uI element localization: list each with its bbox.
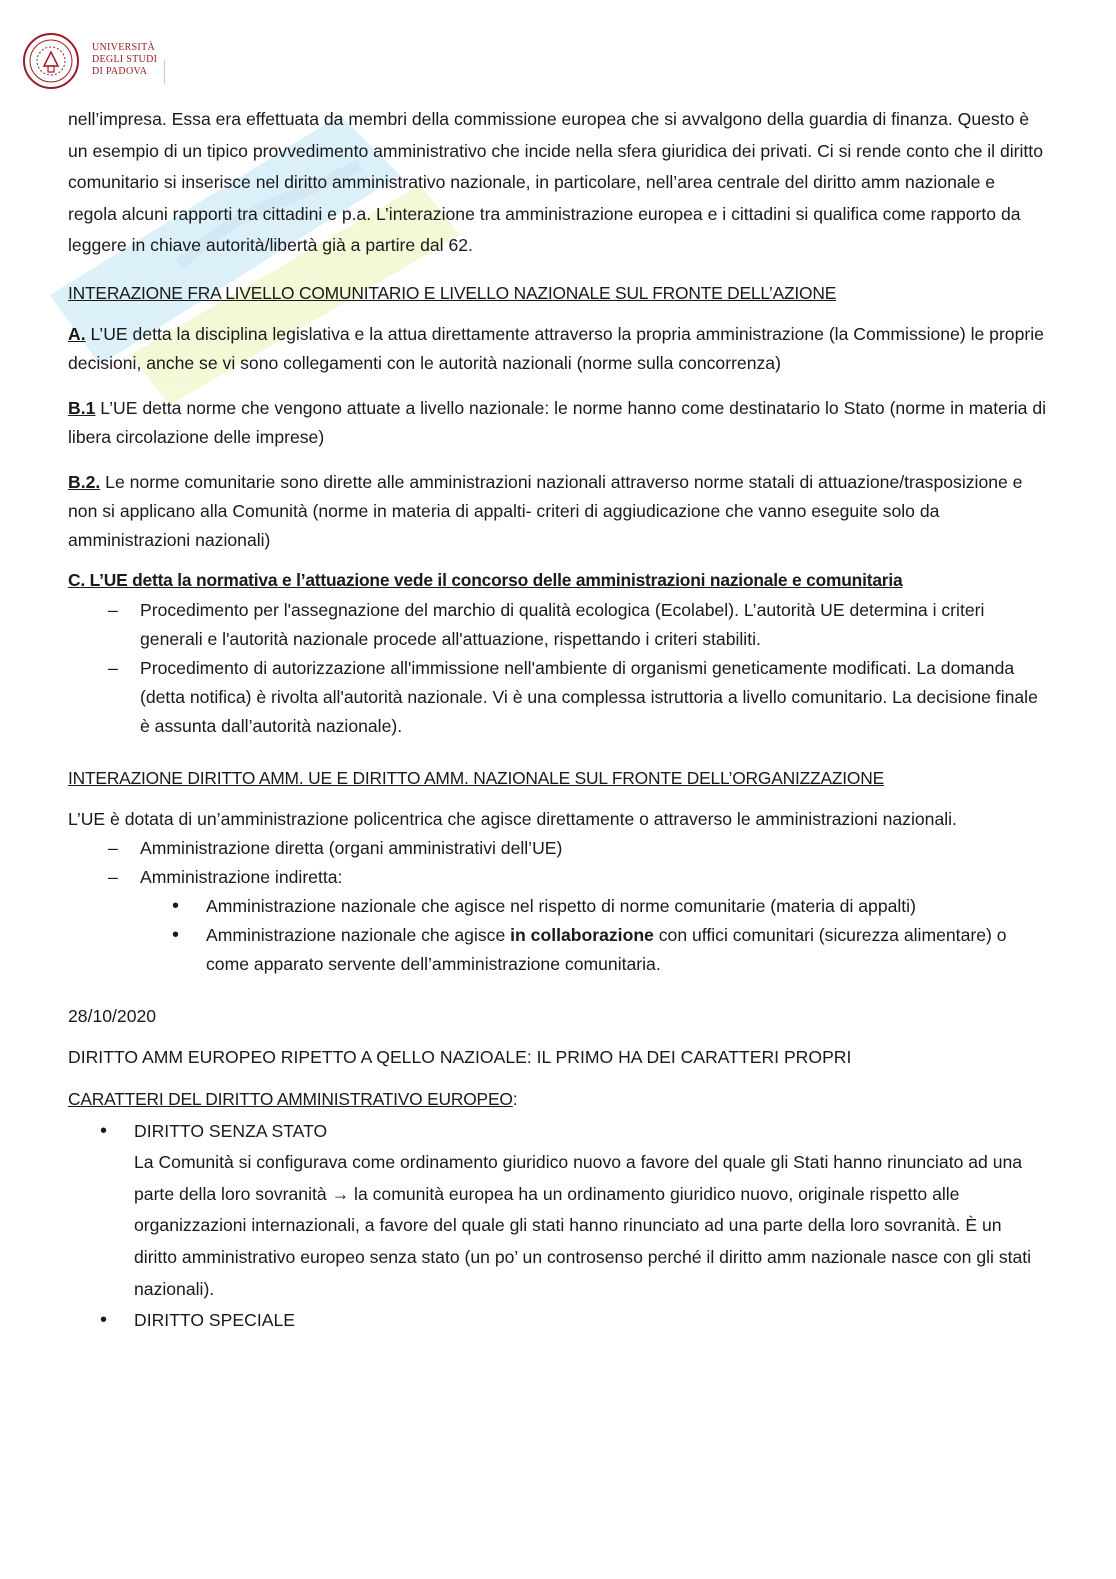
list-item [68,921,1048,979]
university-line-1: UNIVERSITÀ [92,42,155,53]
list-item: – Amministrazione diretta (organi amministrativi dell’UE) [68,834,1048,863]
list-item: • Amministrazione nazionale che agisce nel rispetto di norme comunitarie (materia di appalti) [68,892,1048,921]
intro-paragraph: nell’impresa. Essa era effettuata da membri della commissione europea che si avvalgono della guardia di finanza. Questo è un esempio di un tipico provvedimento amministrativo che incide nella sfera giuridica dei privati. Ci si rende conto che il diritto comunitario si inserisce nel diritto amministrativo nazionale, in particolare, nell’area centrale del diritto amm nazionale e regola alcuni rapporti tra cittadini e p.a. L’interazione tra amministrazione europea e i cittadini si qualifica come rapporto da leggere in chiave autorità/libertà già a partire dal 62. [68,109,1043,256]
header-divider [164,60,165,84]
label-a: A. [68,323,86,344]
section-heading-c: C. L’UE detta la normativa e l’attuazione vede il concorso delle amministrazioni nazionale e comunitaria [68,569,903,590]
arrow-icon: → [331,1183,350,1204]
label-b2: B.2. [68,471,101,492]
organization-list [68,834,1048,892]
caratteri-heading-line [68,1084,1048,1116]
sub2-post: con uffici comunitari (sicurezza alimentare) o come apparato servente dell’amministrazione comunitaria. [206,924,1007,974]
list-item [68,1116,1048,1306]
item-title: DIRITTO SENZA STATO [134,1120,328,1141]
paragraph-b1-text: L’UE detta norme che vengono attuate a livello nazionale: le norme hanno come destinatario lo Stato (norme in materia di libera circolazione delle imprese) [68,397,1047,447]
date-line: 28/10/2020 [68,1005,157,1026]
sub2-pre: Amministrazione nazionale che agisce [206,924,511,945]
university-name [92,42,157,78]
item-text-a: La Comunità si configurava come ordinamento giuridico nuovo a favore del quale gli Stati hanno rinunciato ad una parte della loro sovranità [134,1152,1023,1204]
paragraph-a [68,320,1048,378]
c-list [68,596,1048,741]
list-item: – Amministrazione indiretta: [68,863,1048,892]
document-body [68,104,1048,1337]
paragraph-a-text: L’UE detta la disciplina legislativa e la attua direttamente attraverso la propria amministrazione (la Commissione) le proprie decisioni, anche se vi sono collegamenti con le autorità nazionali (norme sulla concorrenza) [68,323,1044,373]
item-text-b: la comunità europea ha un ordinamento giuridico nuovo, originale rispetto alle organizzazioni internazionali, a favore del quale gli stati hanno rinunciato ad una parte della loro sovranità. È un diritto amministrativo europeo senza stato (un po’ un controsenso perché il diritto amm nazionale nasce con gli stati nazionali). [134,1183,1032,1299]
document-header [22,32,222,96]
university-seal-icon [22,32,80,90]
university-line-2: DEGLI STUDI [92,54,158,65]
section-heading-organizzazione: INTERAZIONE DIRITTO AMM. UE E DIRITTO AMM. NAZIONALE SUL FRONTE DELL’ORGANIZZAZIONE [68,768,884,789]
list-item: – Procedimento di autorizzazione all'immissione nell'ambiente di organismi geneticamente modificati. La domanda (detta notifica) è rivolta all'autorità nazionale. Vi è una complessa istruttoria a livello comunitario. La decisione finale è assunta dall’autorità nazionale). [68,654,1048,741]
list-item: – Procedimento per l'assegnazione del marchio di qualità ecologica (Ecolabel). L’autorità UE determina i criteri generali e l'autorità nazionale procede all'attuazione, rispettando i criteri stabiliti. [68,596,1048,654]
diritto-line: DIRITTO AMM EUROPEO RIPETTO A QELLO NAZIOALE: IL PRIMO HA DEI CARATTERI PROPRI [68,1047,852,1068]
list-item: • DIRITTO SPECIALE [68,1305,1048,1337]
paragraph-b2-text: Le norme comunitarie sono dirette alle amministrazioni nazionali attraverso norme statali di attuazione/trasposizione e non si applicano alla Comunità (norme in materia di appalti- criteri di aggiudicazione che vanno eseguite solo da amministrazioni nazionali) [68,471,1023,550]
sub2-emphasis: in collaborazione [510,924,654,945]
university-line-3: DI PADOVA [92,66,148,77]
section-heading-caratteri: CARATTERI DEL DIRITTO AMMINISTRATIVO EUROPEO [68,1088,513,1109]
label-b1: B.1 [68,397,96,418]
paragraph-b1 [68,394,1048,452]
organization-intro: L’UE è dotata di un’amministrazione policentrica che agisce direttamente o attraverso le amministrazioni nazionali. [68,808,957,829]
heading-colon: : [512,1088,518,1109]
section-heading-azione: INTERAZIONE FRA LIVELLO COMUNITARIO E LIVELLO NAZIONALE SUL FRONTE DELL’AZIONE [68,282,837,303]
caratteri-list [68,1116,1048,1337]
paragraph-b2 [68,468,1048,555]
organization-sublist [68,892,1048,979]
